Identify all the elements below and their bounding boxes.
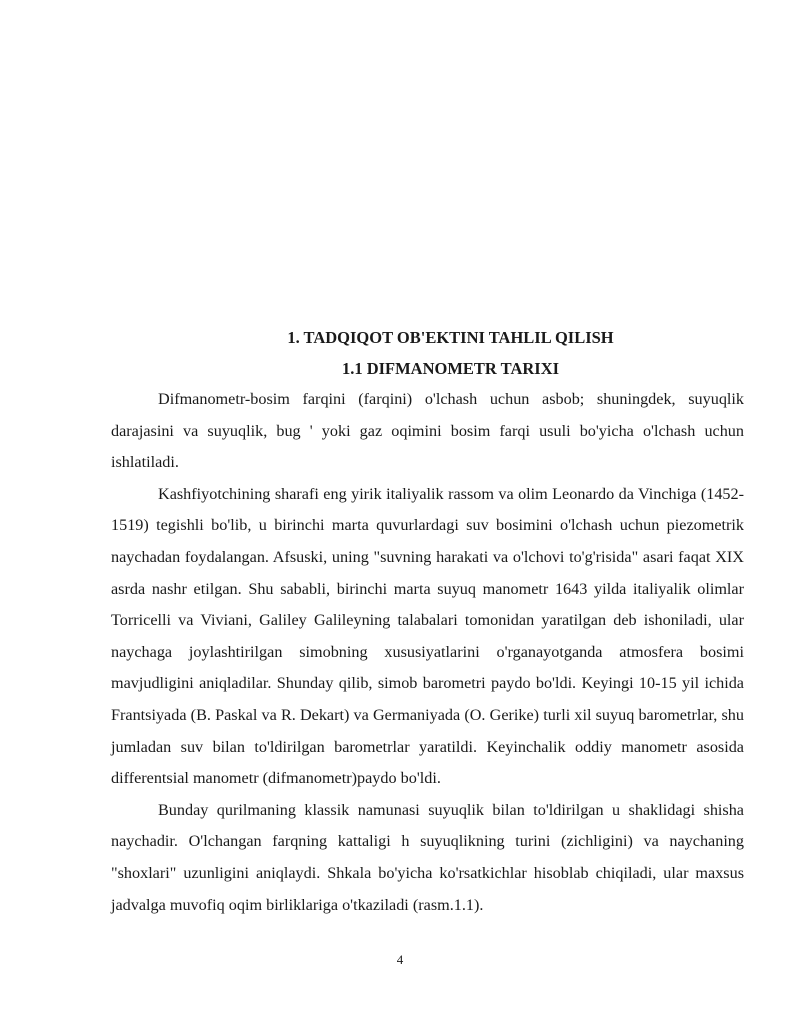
paragraph-history: Kashfiyotchining sharafi eng yirik italiyalik rassom va olim Leonardo da Vinchiga (1452-1519) tegishli bo'lib, u birinchi marta quvurlardagi suv bosimini o'lchash uchun piezometrik naychadan foydalangan. Afsuski, uning "suvning harakati va o'lchovi to'g'risida" asari faqat XIX asrda nashr etilgan. Shu sababli, birinchi marta suyuq manometr 1643 yilda italiyalik olimlar Torricelli va Viviani, Galiley Galileyning talabalari tomonidan yaratilgan deb ishoniladi, ular naychaga joylashtirilgan simobning xususiyatlarini o'rganayotganda atmosfera bosimi mavjudligini aniqladilar. Shunday qilib, simob barometri paydo bo'ldi. Keyingi 10-15 yil ichida Frantsiyada (B. Paskal va R. Dekart) va Germaniyada (O. Gerike) turli xil suyuq barometrlar, shu jumladan suv bilan to'ldirilgan barometrlar yaratildi. Keyinchalik oddiy manometr asosida differentsial manometr (difmanometr)paydo bo'ldi. bbox=[111, 484, 744, 788]
page-number: 4 bbox=[396, 952, 404, 967]
paragraph-definition: Difmanometr-bosim farqini (farqini) o'lchash uchun asbob; shuningdek, suyuqlik darajasini va suyuqlik, bug ' yoki gaz oqimini bosim farqi usuli bo'yicha o'lchash uchun ishlatiladi. bbox=[111, 390, 744, 472]
section-heading: 1.1 DIFMANOMETR TARIXI bbox=[341, 359, 560, 378]
page-content bbox=[111, 322, 744, 921]
paragraph-device-example: Bunday qurilmaning klassik namunasi suyuqlik bilan to'ldirilgan u shaklidagi shisha naychadir. O'lchangan farqning kattaligi h suyuqlikning turini (zichligini) va naychaning "shoxlari" uzunligini aniqlaydi. Shkala bo'yicha ko'rsatkichlar hisoblab chiqiladi, ular maxsus jadvalga muvofiq oqim birliklariga o'tkaziladi (rasm.1.1). bbox=[111, 800, 744, 914]
chapter-heading: 1. TADQIQOT OB'EKTINI TAHLIL QILISH bbox=[287, 328, 614, 347]
